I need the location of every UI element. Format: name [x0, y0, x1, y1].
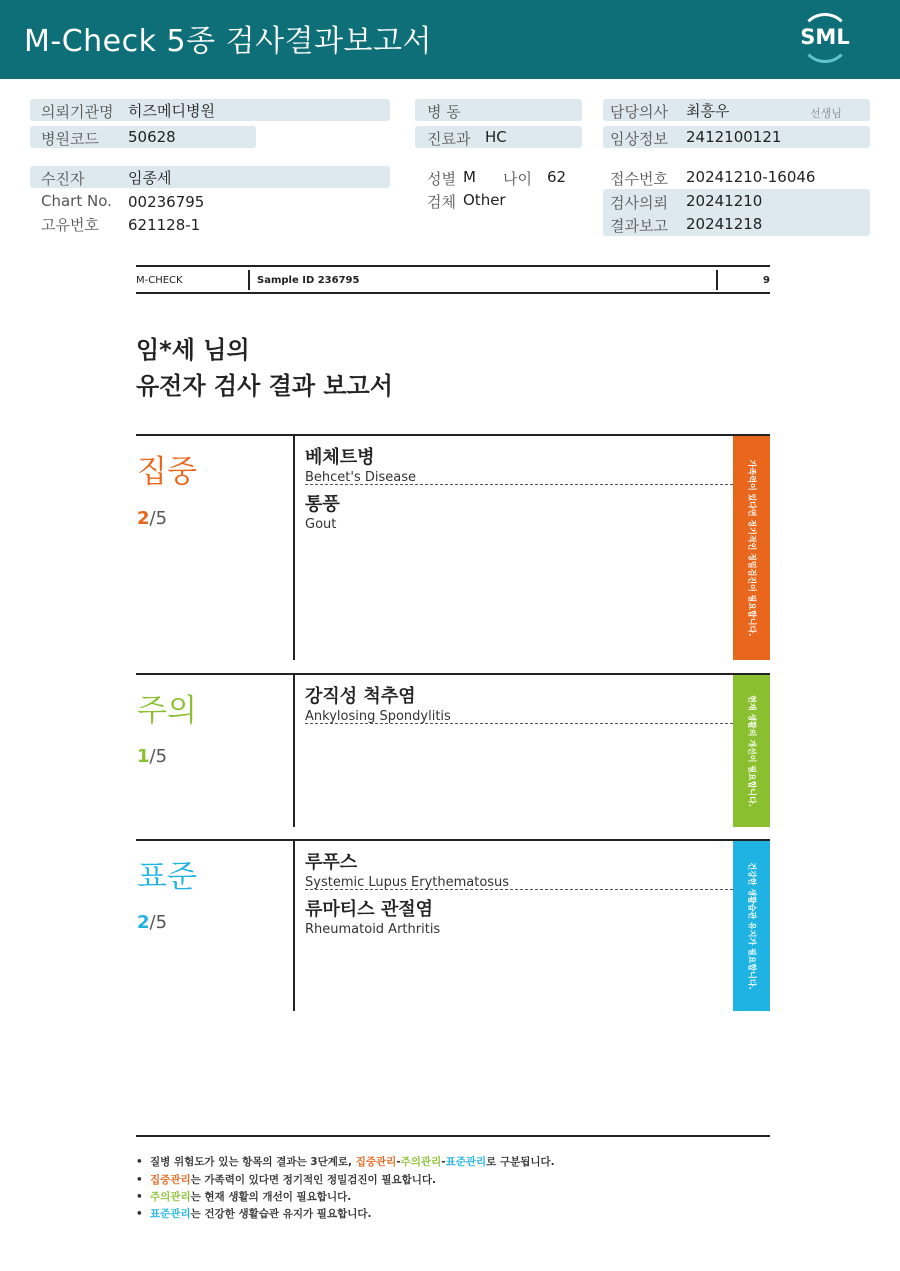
department-value: HC: [485, 128, 507, 146]
section-caution: [136, 673, 770, 825]
footnote-3: • 주의관리는 현재 생활의 개선이 필요합니다.: [136, 1191, 352, 1203]
disease-name-en: Ankylosing Spondylitis: [305, 709, 451, 724]
term-standard: 표준관리: [445, 1156, 487, 1168]
report-heading-line2: 유전자 검사 결과 보고서: [136, 372, 393, 400]
term-focus: 집중관리: [150, 1174, 191, 1186]
disease-name-ko: 루푸스: [305, 852, 358, 873]
footnote-text: 는 현재 생활의 개선이 필요합니다.: [190, 1191, 352, 1203]
side-note-text: 현재 생활의 개선이 필요합니다.: [747, 695, 756, 807]
side-note-bar: [733, 675, 770, 827]
footnote-text: 는 가족력이 있다면 정기적인 정밀검진이 필요합니다.: [190, 1174, 437, 1186]
disease-name-ko: 통풍: [305, 494, 340, 515]
institution-label: 의뢰기관명: [41, 103, 114, 121]
specimen-value: Other: [463, 191, 506, 209]
side-note-text: 건강한 생활습관 유지가 필요합니다.: [747, 862, 756, 990]
list-item: [305, 895, 733, 937]
logo-text: SML: [800, 25, 850, 49]
count-highlight: 2: [137, 912, 150, 933]
term-caution: 주의관리: [400, 1156, 442, 1168]
chart-label: Chart No.: [41, 192, 112, 210]
disease-name-en: Gout: [305, 517, 337, 532]
product-name: M-CHECK: [136, 275, 183, 286]
footnote-4: • 표준관리는 건강한 생활습관 유지가 필요합니다.: [136, 1208, 372, 1220]
bar-divider: [248, 270, 250, 290]
doctor-suffix: 선생님: [810, 107, 842, 120]
patient-value: 임종세: [128, 169, 172, 187]
list-item: [305, 490, 733, 532]
report-header: [0, 0, 900, 79]
ward-label: 병 동: [427, 103, 461, 121]
id-value: 621128-1: [128, 216, 201, 234]
report-title: M-Check 5종 검사결과보고서: [24, 24, 432, 59]
sample-id: Sample ID 236795: [257, 275, 360, 286]
chart-value: 00236795: [128, 193, 205, 211]
section-divider: [293, 436, 295, 660]
age-value: 62: [547, 168, 567, 186]
report-date-label: 결과보고: [610, 217, 668, 235]
disease-name-en: Systemic Lupus Erythematosus: [305, 875, 510, 890]
hospital-code-value: 50628: [128, 128, 176, 146]
clinical-value: 2412100121: [686, 128, 782, 146]
receipt-label: 접수번호: [610, 170, 668, 188]
term-standard: 표준관리: [150, 1208, 191, 1220]
list-item: [305, 682, 733, 724]
patient-label: 수진자: [41, 170, 85, 188]
footnote-1: • 질병 위험도가 있는 항목의 결과는 3단계로, 집중관리-주의관리-표준관리로 구분됩니다.: [136, 1156, 555, 1168]
footer-divider: [136, 1135, 770, 1137]
age-label: 나이: [503, 170, 532, 188]
count-total: /5: [149, 508, 168, 529]
section-count: [137, 912, 167, 933]
section-title: 집중: [137, 454, 197, 490]
side-note-bar: [733, 841, 770, 1011]
section-divider: [293, 675, 295, 827]
side-note-bar: [733, 436, 770, 660]
request-label: 검사의뢰: [610, 194, 668, 212]
section-title: 표준: [137, 859, 197, 895]
clinical-label: 임상정보: [610, 130, 668, 148]
footnote-text: 는 건강한 생활습관 유지가 필요합니다.: [190, 1208, 372, 1220]
page-number: 9: [763, 275, 770, 286]
disease-name-ko: 강직성 척추염: [305, 686, 416, 707]
receipt-value: 20241210-16046: [686, 168, 816, 186]
term-focus: 집중관리: [355, 1156, 397, 1168]
doctor-value: 최흥우: [686, 102, 730, 120]
bar-divider: [716, 270, 718, 290]
section-standard: [136, 839, 770, 1009]
footnote-text: 질병 위험도가 있는 항목의 결과는 3단계로,: [150, 1156, 356, 1168]
sex-label: 성별: [427, 170, 456, 188]
request-value: 20241210: [686, 192, 763, 210]
report-heading-line1: 임*세 님의: [136, 336, 250, 364]
footnote-text: -: [441, 1156, 446, 1168]
report-date-value: 20241218: [686, 215, 763, 233]
section-count: [137, 508, 167, 529]
disease-name-ko: 베체트병: [305, 447, 375, 468]
footnote-text: 로 구분됩니다.: [486, 1156, 555, 1168]
disease-name-en: Rheumatoid Arthritis: [305, 922, 441, 937]
count-highlight: 1: [137, 746, 150, 767]
section-count: [137, 746, 167, 767]
term-caution: 주의관리: [150, 1191, 191, 1203]
section-focus: [136, 434, 770, 658]
report-bar: [136, 265, 770, 294]
sex-value: M: [463, 168, 476, 186]
hospital-code-label: 병원코드: [41, 130, 99, 148]
section-title: 주의: [137, 693, 197, 729]
department-label: 진료과: [427, 130, 471, 148]
count-total: /5: [149, 746, 168, 767]
institution-value: 히즈메디병원: [128, 102, 215, 120]
doctor-label: 담당의사: [610, 103, 668, 121]
id-label: 고유번호: [41, 216, 99, 234]
specimen-label: 검체: [427, 193, 456, 211]
disease-name-ko: 류마티스 관절염: [305, 899, 433, 920]
list-item: [305, 848, 733, 890]
side-note-text: 가족력이 있다면 정기적인 정밀검진이 필요합니다.: [747, 459, 756, 637]
footnote-text: -: [396, 1156, 401, 1168]
sml-logo: [796, 11, 858, 67]
section-divider: [293, 841, 295, 1011]
disease-name-en: Behcet's Disease: [305, 470, 417, 485]
count-total: /5: [149, 912, 168, 933]
footnote-2: • 집중관리는 가족력이 있다면 정기적인 정밀검진이 필요합니다.: [136, 1174, 437, 1186]
list-item: [305, 443, 733, 485]
count-highlight: 2: [137, 508, 150, 529]
